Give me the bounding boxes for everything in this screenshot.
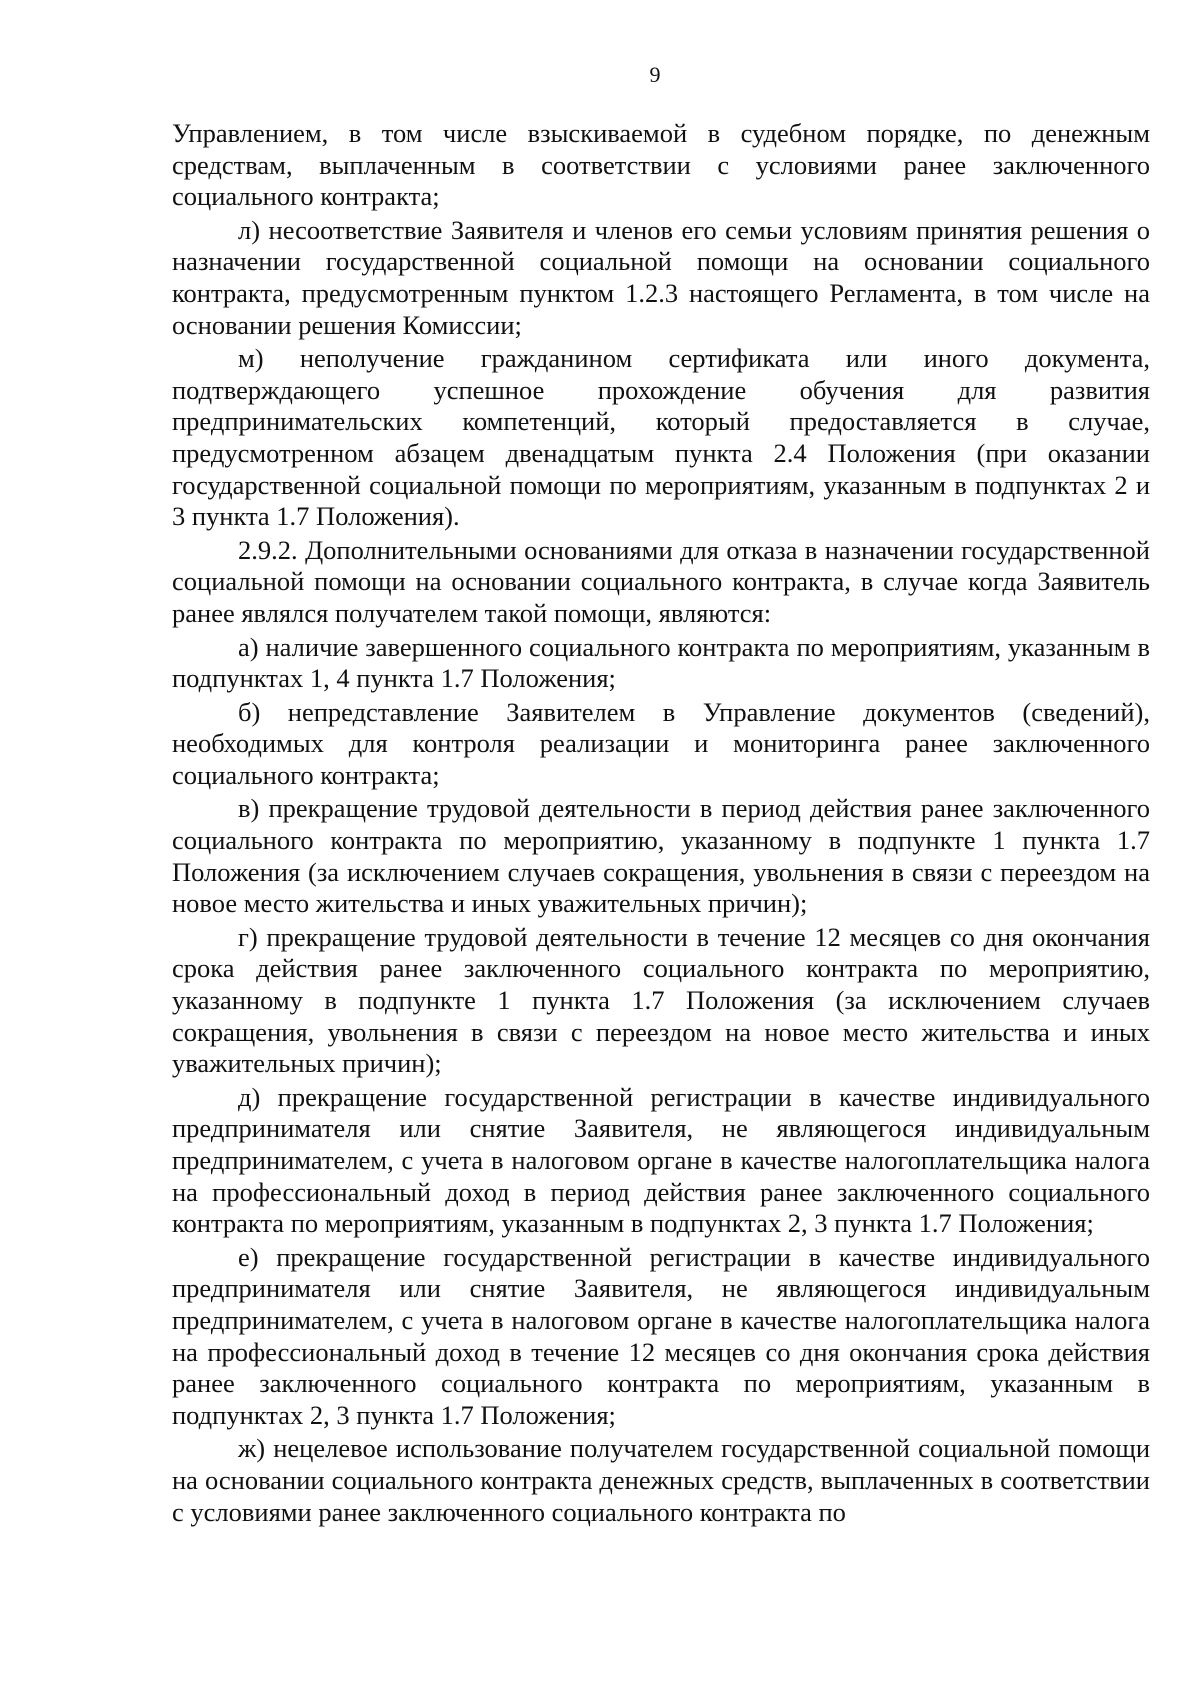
page-number: 9 <box>649 62 661 87</box>
paragraph-item-m: м) неполучение гражданином сертификата или иного документа, подтверждающего успешное прохождение обучения для развития предпринимательских компетенций, который предоставляется в случае, предусмотренном абзацем двенадцатым пункта 2.4 Положения (при оказании государственной социальной помощи по мероприятиям, указанным в подпунктах 2 и 3 пункта 1.7 Положения). <box>172 343 1150 532</box>
paragraph-item-zh: ж) нецелевое использование получателем государственной социальной помощи на основании социального контракта денежных средств, выплаченных в соответствии с условиями ранее заключенного социального контракта по <box>172 1433 1150 1527</box>
paragraph-continuation: Управлением, в том числе взыскиваемой в судебном порядке, по денежным средствам, выплаченным в соответствии с условиями ранее заключенного социального контракта; <box>172 118 1150 212</box>
paragraph-item-e: е) прекращение государственной регистрации в качестве индивидуального предпринимателя или снятие Заявителя, не являющегося индивидуальным предпринимателем, с учета в налоговом органе в качестве налогоплательщика налога на профессиональный доход в течение 12 месяцев со дня окончания срока действия ранее заключенного социального контракта по мероприятиям, указанным в подпунктах 2, 3 пункта 1.7 Положения; <box>172 1241 1150 1430</box>
paragraph-item-b: б) непредставление Заявителем в Управление документов (сведений), необходимых для контроля реализации и мониторинга ранее заключенного социального контракта; <box>172 696 1150 790</box>
paragraph-item-g: г) прекращение трудовой деятельности в течение 12 месяцев со дня окончания срока действия ранее заключенного социального контракта по мероприятию, указанному в подпункте 1 пункта 1.7 Положения (за исключением случаев сокращения, увольнения в связи с переездом на новое место жительства и иных уважительных причин); <box>172 921 1150 1079</box>
paragraph-section-2-9-2: 2.9.2. Дополнительными основаниями для отказа в назначении государственной социальной помощи на основании социального контракта, в случае когда Заявитель ранее являлся получателем такой помощи, являются: <box>172 534 1150 628</box>
paragraph-item-v: в) прекращение трудовой деятельности в период действия ранее заключенного социального контракта по мероприятию, указанному в подпункте 1 пункта 1.7 Положения (за исключением случаев сокращения, увольнения в связи с переездом на новое место жительства и иных уважительных причин); <box>172 793 1150 919</box>
paragraph-item-l: л) несоответствие Заявителя и членов его семьи условиям принятия решения о назначении государственной социальной помощи на основании социального контракта, предусмотренным пунктом 1.2.3 настоящего Регламента, в том числе на основании решения Комиссии; <box>172 214 1150 340</box>
paragraph-item-a: а) наличие завершенного социального контракта по мероприятиям, указанным в подпунктах 1, 4 пункта 1.7 Положения; <box>172 631 1150 694</box>
document-body <box>172 118 1150 1528</box>
paragraph-item-d: д) прекращение государственной регистрации в качестве индивидуального предпринимателя или снятие Заявителя, не являющегося индивидуальным предпринимателем, с учета в налоговом органе в качестве налогоплательщика налога на профессиональный доход в период действия ранее заключенного социального контракта по мероприятиям, указанным в подпунктах 2, 3 пункта 1.7 Положения; <box>172 1081 1150 1239</box>
